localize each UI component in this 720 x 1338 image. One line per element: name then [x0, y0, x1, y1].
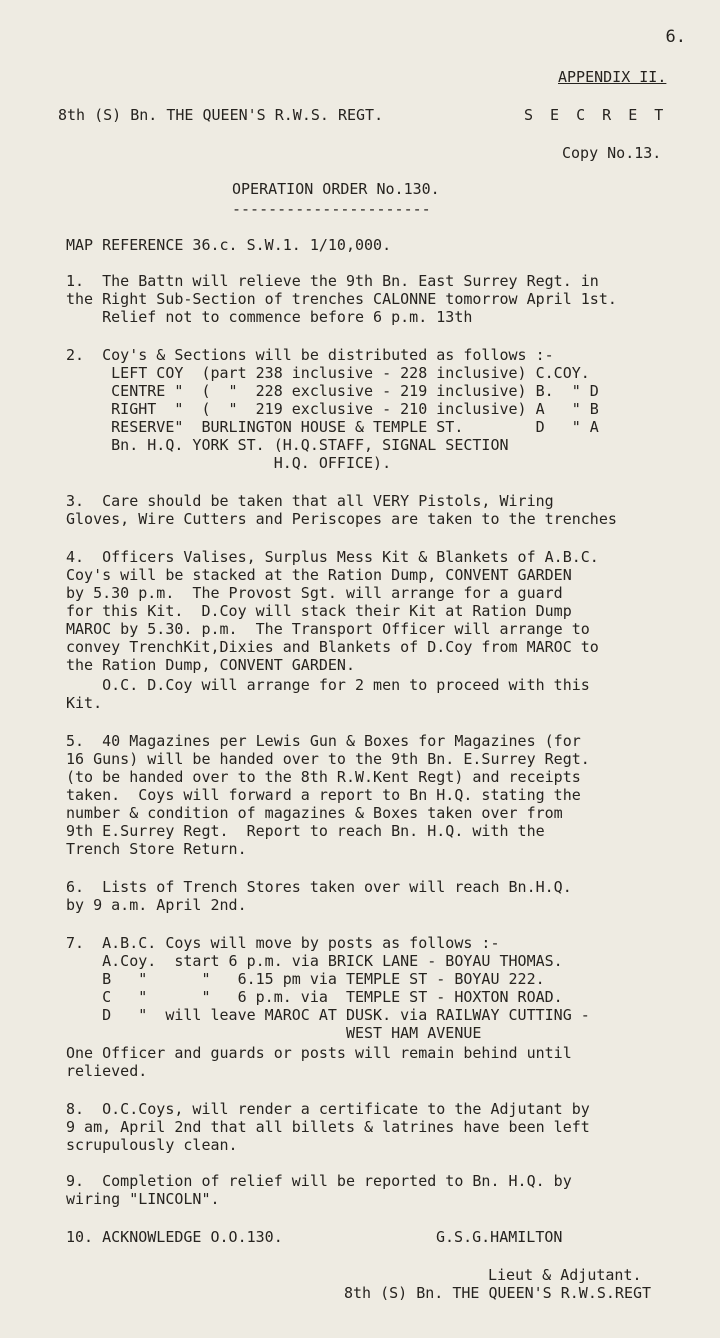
para-9-line: 9. Completion of relief will be reported to Bn. H.Q. by: [66, 1172, 572, 1190]
para-8-line: 8. O.C.Coys, will render a certificate to the Adjutant by: [66, 1100, 590, 1118]
para-2-line: H.Q. OFFICE).: [66, 454, 392, 472]
para-8-line: scrupulously clean.: [66, 1136, 238, 1154]
para-2-line: Bn. H.Q. YORK ST. (H.Q.STAFF, SIGNAL SECTION: [66, 436, 509, 454]
header-secret: S E C R E T: [524, 106, 668, 124]
signature-rank: Lieut & Adjutant.: [488, 1266, 642, 1284]
para-8-line: 9 am, April 2nd that all billets & latrines have been left: [66, 1118, 590, 1136]
para-4-line: Kit.: [66, 694, 103, 712]
para-4-line: convey TrenchKit,Dixies and Blankets of D.Coy from MAROC to: [66, 638, 599, 656]
para-4-line: 4. Officers Valises, Surplus Mess Kit & Blankets of A.B.C.: [66, 548, 599, 566]
para-2-line: CENTRE " ( " 228 exclusive - 219 inclusive) B. " D: [66, 382, 599, 400]
para-5-line: 16 Guns) will be handed over to the 9th Bn. E.Surrey Regt.: [66, 750, 590, 768]
para-10-acknowledge: 10. ACKNOWLEDGE O.O.130.: [66, 1228, 283, 1246]
para-4-line: by 5.30 p.m. The Provost Sgt. will arrange for a guard: [66, 584, 563, 602]
para-7-line: C " " 6 p.m. via TEMPLE ST - HOXTON ROAD.: [66, 988, 563, 1006]
para-5-line: Trench Store Return.: [66, 840, 247, 858]
para-1-line: the Right Sub-Section of trenches CALONNE tomorrow April 1st.: [66, 290, 617, 308]
para-1-line: Relief not to commence before 6 p.m. 13th: [66, 308, 473, 326]
para-6-line: 6. Lists of Trench Stores taken over will reach Bn.H.Q.: [66, 878, 572, 896]
para-2-line: 2. Coy's & Sections will be distributed as follows :-: [66, 346, 554, 364]
para-4-line: Coy's will be stacked at the Ration Dump, CONVENT GARDEN: [66, 566, 572, 584]
para-5-line: taken. Coys will forward a report to Bn H.Q. stating the: [66, 786, 581, 804]
para-7-line: relieved.: [66, 1062, 148, 1080]
para-7-line: WEST HAM AVENUE: [66, 1024, 482, 1042]
para-5-line: number & condition of magazines & Boxes taken over from: [66, 804, 563, 822]
para-9-line: wiring "LINCOLN".: [66, 1190, 220, 1208]
para-4-line: the Ration Dump, CONVENT GARDEN.: [66, 656, 355, 674]
para-5-line: 5. 40 Magazines per Lewis Gun & Boxes for Magazines (for: [66, 732, 581, 750]
para-1-line: 1. The Battn will relieve the 9th Bn. East Surrey Regt. in: [66, 272, 599, 290]
order-title: OPERATION ORDER No.130.: [232, 180, 440, 198]
para-5-line: 9th E.Surrey Regt. Report to reach Bn. H.Q. with the: [66, 822, 545, 840]
header-unit: 8th (S) Bn. THE QUEEN'S R.W.S. REGT.: [58, 106, 384, 124]
para-4-line: O.C. D.Coy will arrange for 2 men to proceed with this: [66, 676, 590, 694]
para-7-line: D " will leave MAROC AT DUSK. via RAILWAY CUTTING -: [66, 1006, 590, 1024]
map-reference: MAP REFERENCE 36.c. S.W.1. 1/10,000.: [66, 236, 392, 254]
para-4-line: for this Kit. D.Coy will stack their Kit at Ration Dump: [66, 602, 572, 620]
footer-unit: 8th (S) Bn. THE QUEEN'S R.W.S.REGT: [344, 1284, 652, 1302]
para-3-line: Gloves, Wire Cutters and Periscopes are taken to the trenches: [66, 510, 617, 528]
para-7-line: One Officer and guards or posts will remain behind until: [66, 1044, 572, 1062]
para-3-line: 3. Care should be taken that all VERY Pistols, Wiring: [66, 492, 554, 510]
para-2-line: RIGHT " ( " 219 exclusive - 210 inclusive) A " B: [66, 400, 599, 418]
para-4-line: MAROC by 5.30. p.m. The Transport Officer will arrange to: [66, 620, 590, 638]
para-7-line: B " " 6.15 pm via TEMPLE ST - BOYAU 222.: [66, 970, 545, 988]
header-copy: Copy No.13.: [562, 144, 662, 162]
appendix-heading: APPENDIX II.: [558, 68, 667, 86]
para-2-line: LEFT COY (part 238 inclusive - 228 inclusive) C.COY.: [66, 364, 590, 382]
para-7-line: A.Coy. start 6 p.m. via BRICK LANE - BOYAU THOMAS.: [66, 952, 563, 970]
para-5-line: (to be handed over to the 8th R.W.Kent Regt) and receipts: [66, 768, 581, 786]
para-7-line: 7. A.B.C. Coys will move by posts as follows :-: [66, 934, 500, 952]
para-2-line: RESERVE" BURLINGTON HOUSE & TEMPLE ST. D " A: [66, 418, 599, 436]
page-number: 6.: [665, 27, 686, 47]
title-rule: ----------------------: [232, 200, 431, 218]
signature-name: G.S.G.HAMILTON: [436, 1228, 563, 1246]
para-6-line: by 9 a.m. April 2nd.: [66, 896, 247, 914]
